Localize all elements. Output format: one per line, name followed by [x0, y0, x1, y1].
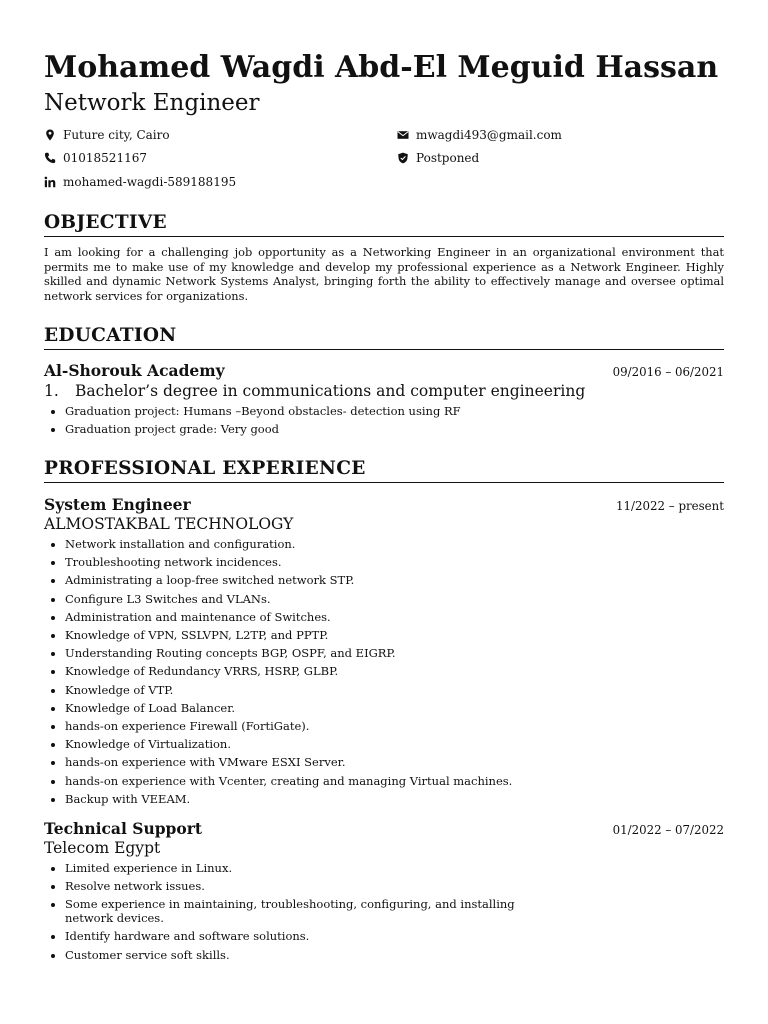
list-item: • Some experience in maintaining, troubleshooting, configuring, and installing network devices. — [65, 895, 535, 927]
job-dates: 11/2022 – present — [616, 499, 724, 513]
list-item: • Graduation project grade: Very good — [65, 420, 724, 438]
list-item: • hands-on experience Firewall (FortiGate). — [65, 717, 724, 735]
experience-section — [44, 458, 724, 964]
list-item: • Knowledge of VPN, SSLVPN, L2TP, and PPTP. — [65, 626, 724, 644]
contact-military-status — [397, 151, 479, 165]
education-heading: EDUCATION — [44, 325, 724, 350]
military-text: Postponed — [416, 151, 480, 165]
contact-location — [44, 128, 170, 142]
candidate-name: Mohamed Wagdi Abd-El Meguid Hassan — [44, 50, 719, 85]
education-bullets — [44, 402, 724, 438]
list-item: • Knowledge of Redundancy VRRS, HSRP, GLBP. — [65, 662, 724, 680]
contact-linkedin[interactable] — [44, 175, 236, 189]
job-dates: 01/2022 – 07/2022 — [612, 823, 724, 838]
envelope-icon — [397, 129, 409, 141]
list-item: • Knowledge of Virtualization. — [65, 735, 724, 753]
list-item: • Administrating a loop-free switched network STP. — [65, 571, 724, 589]
list-item: • Configure L3 Switches and VLANs. — [65, 590, 724, 608]
job-entry-head — [44, 819, 724, 838]
list-item: • Backup with VEEAM. — [65, 790, 724, 808]
linkedin-text[interactable]: mohamed-wagdi-589188195 — [63, 175, 237, 189]
job-title: System Engineer — [44, 495, 191, 514]
job-bullets — [44, 859, 535, 964]
objective-heading: OBJECTIVE — [44, 212, 724, 237]
list-item: • Identify hardware and software solutions. — [65, 927, 535, 945]
job-entry-head — [44, 495, 724, 514]
education-section — [44, 325, 724, 438]
degree-text: Bachelor’s degree in communications and computer engineering — [75, 382, 586, 400]
linkedin-icon — [44, 176, 56, 188]
list-item: • Limited experience in Linux. — [65, 859, 535, 877]
contact-email[interactable] — [397, 128, 562, 142]
degree-line — [44, 382, 724, 400]
job-bullets — [44, 535, 724, 808]
list-item: • hands-on experience with VMware ESXI Server. — [65, 753, 724, 771]
contact-phone — [44, 151, 147, 165]
candidate-title: Network Engineer — [44, 90, 260, 116]
degree-number: 1. — [44, 382, 59, 400]
list-item: • Troubleshooting network incidences. — [65, 553, 724, 571]
experience-heading: PROFESSIONAL EXPERIENCE — [44, 458, 724, 483]
job-title: Technical Support — [44, 819, 203, 839]
objective-section — [44, 212, 724, 303]
education-dates: 09/2016 – 06/2021 — [612, 365, 724, 379]
shield-icon — [397, 152, 409, 164]
phone-icon — [44, 152, 56, 164]
location-pin-icon — [44, 129, 56, 141]
company-name: ALMOSTAKBAL TECHNOLOGY — [44, 515, 294, 533]
location-text: Future city, Cairo — [63, 128, 170, 142]
company-name: Telecom Egypt — [44, 839, 161, 858]
list-item: • hands-on experience with Vcenter, creating and managing Virtual machines. — [65, 772, 724, 790]
list-item: • Resolve network issues. — [65, 877, 535, 895]
phone-text: 01018521167 — [63, 151, 147, 165]
list-item: • Network installation and configuration. — [65, 535, 724, 553]
list-item: • Knowledge of Load Balancer. — [65, 699, 724, 717]
list-item: • Customer service soft skills. — [65, 946, 535, 964]
list-item: • Knowledge of VTP. — [65, 681, 724, 699]
email-text[interactable]: mwagdi493@gmail.com — [416, 128, 562, 142]
objective-text: I am looking for a challenging job opportunity as a Networking Engineer in an organizational environment that permits me to make use of my knowledge and develop my professional experience as a Network Engineer. Highly skilled and dynamic Network Systems Analyst, bringing forth the ability to effectively manage and oversee optimal network services for organizations. — [44, 245, 724, 303]
education-entry-head — [44, 361, 724, 380]
school-name: Al-Shorouk Academy — [44, 361, 225, 380]
list-item: • Graduation project: Humans –Beyond obstacles- detection using RF — [65, 402, 724, 420]
list-item: • Administration and maintenance of Switches. — [65, 608, 724, 626]
list-item: • Understanding Routing concepts BGP, OSPF, and EIGRP. — [65, 644, 724, 662]
